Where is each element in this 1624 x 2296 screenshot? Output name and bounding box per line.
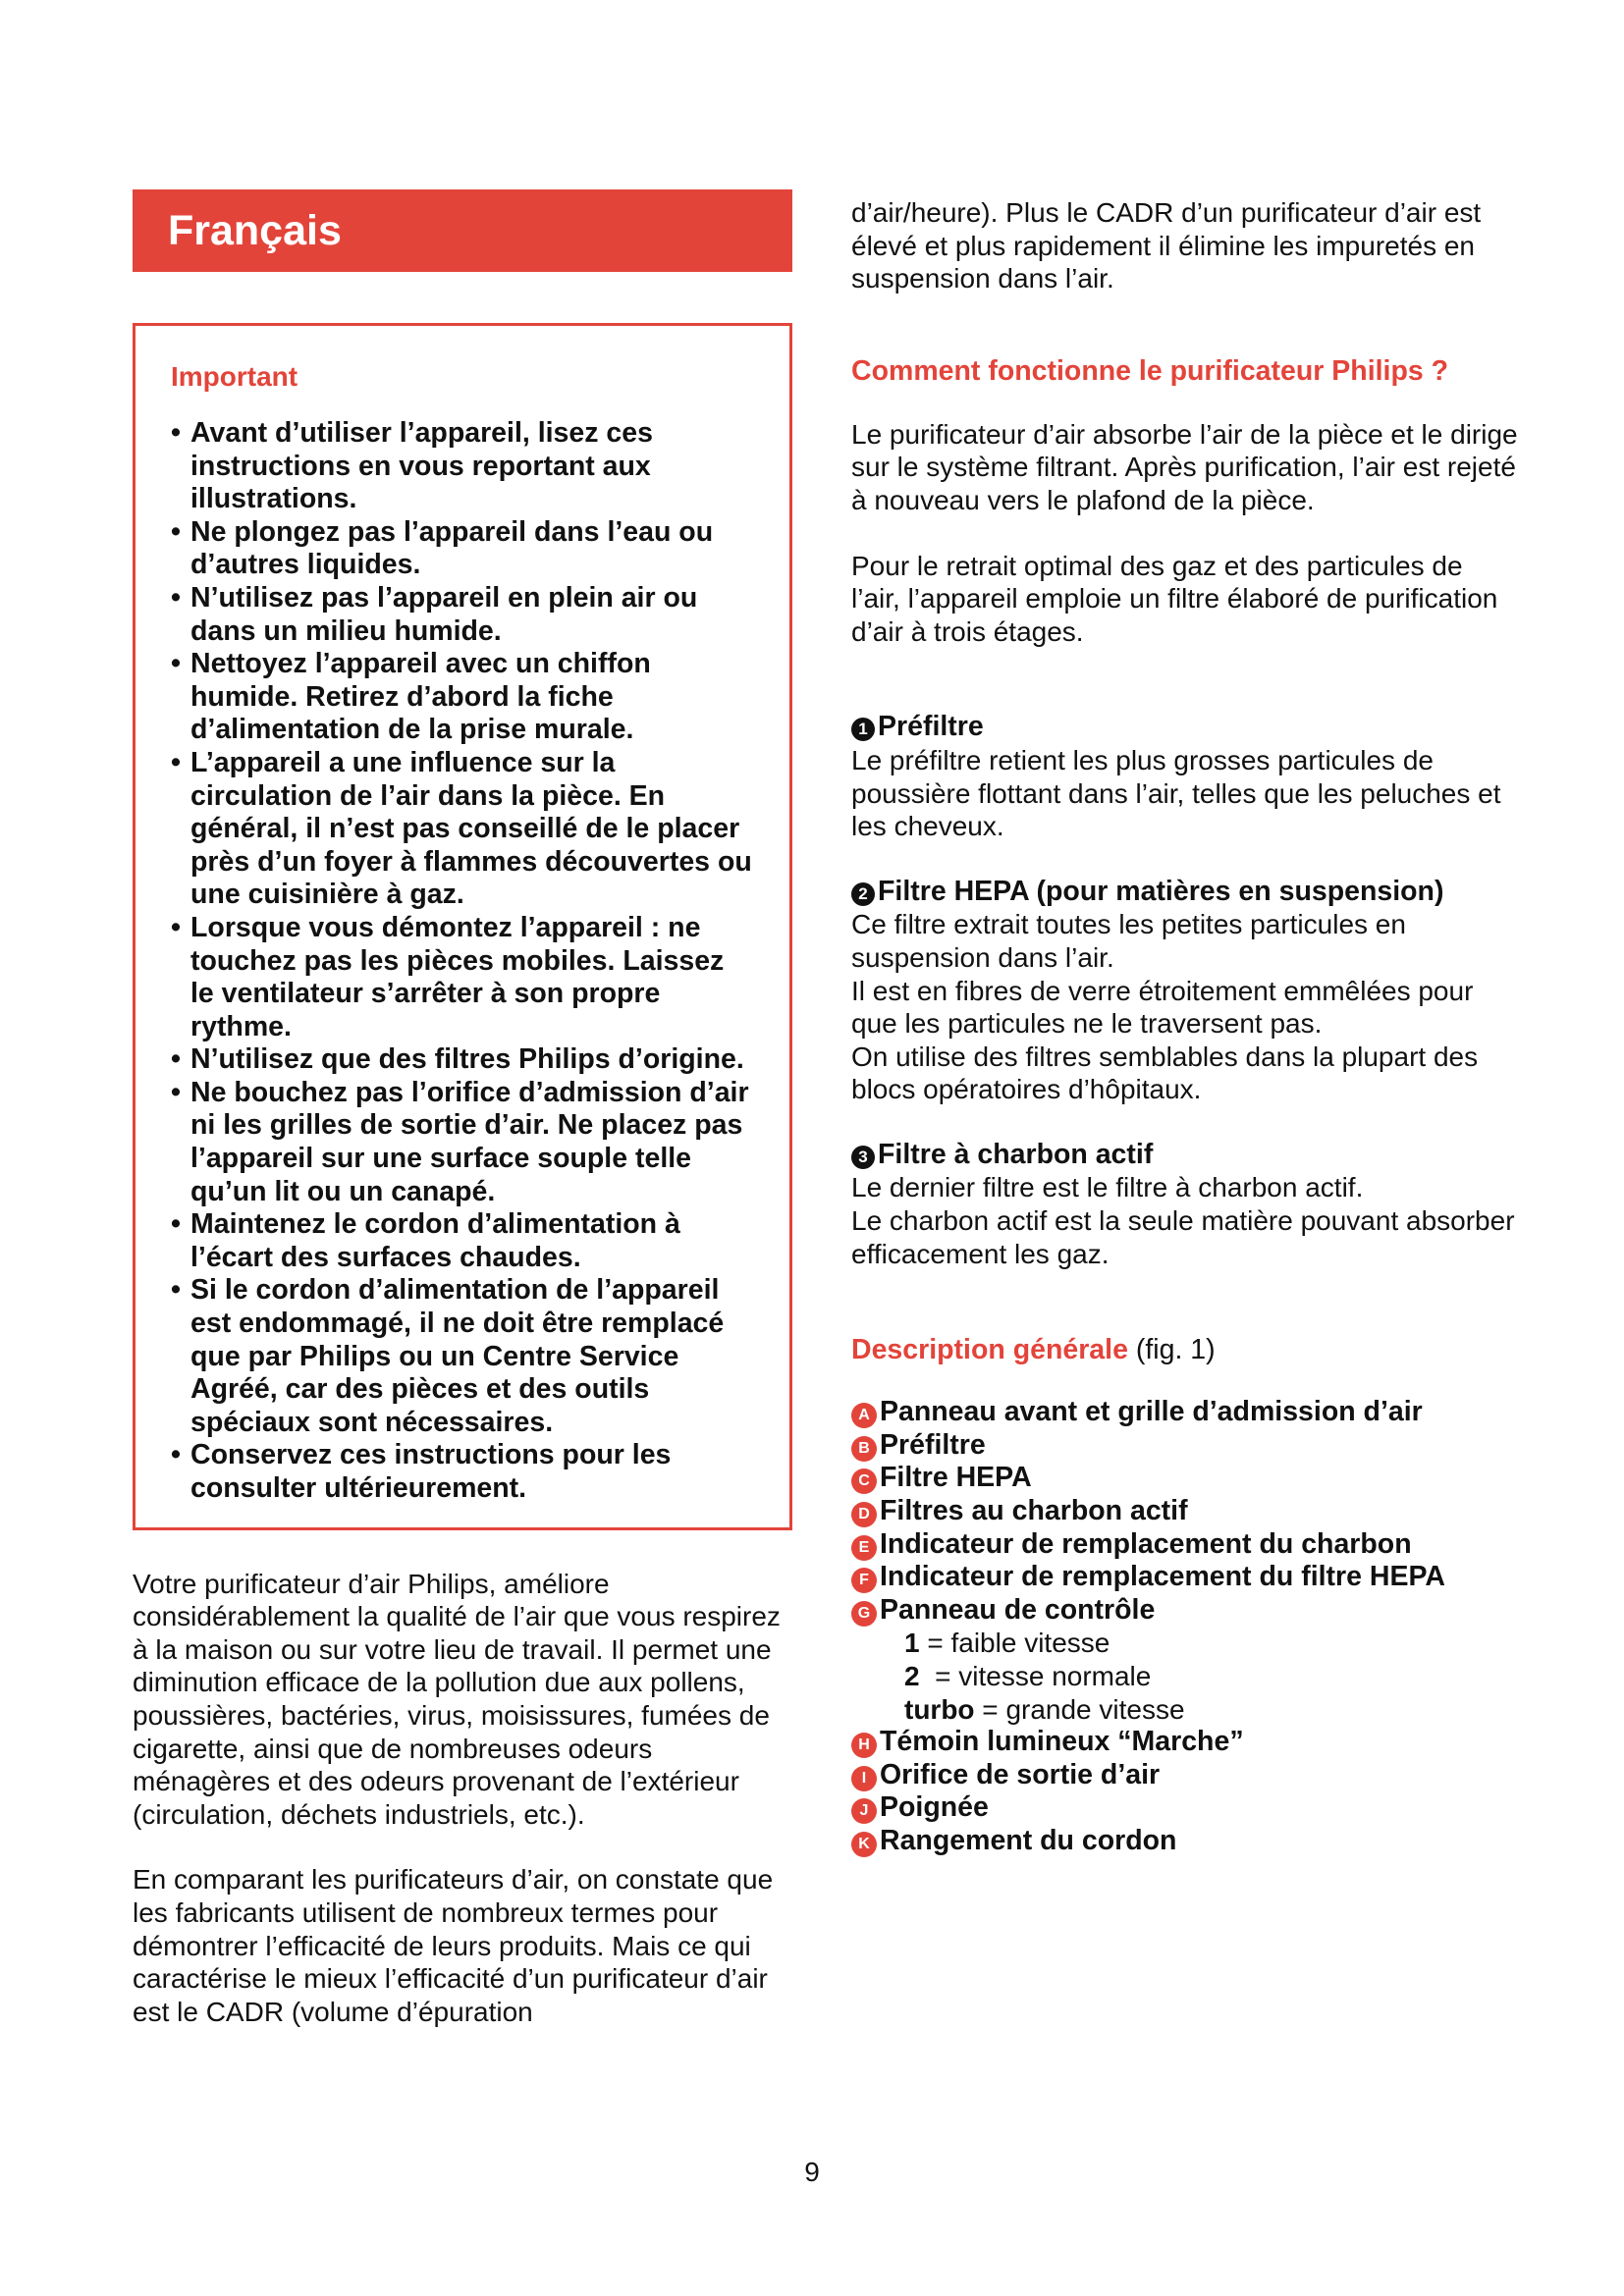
important-item: • Avant d’utiliser l’appareil, lisez ces instructions en vous reportant aux illustrations. <box>171 417 653 515</box>
important-item: • Conservez ces instructions pour les consulter ultérieurement. <box>171 1439 672 1504</box>
how-paragraph-1: Le purificateur d’air absorbe l’air de la pièce et le dirige sur le système filtrant. Après purification, l’air est rejeté à nouveau vers le plafond de la pièce. <box>851 418 1518 515</box>
letter-j-icon: J <box>851 1798 877 1824</box>
language-header <box>133 189 792 272</box>
left-column <box>133 189 792 2028</box>
letter-i-icon: I <box>851 1766 877 1791</box>
cadr-paragraph: En comparant les purificateurs d’air, on constate que les fabricants utilisent de nombreux termes pour démontrer l’efficacité de leurs produits. Mais ce qui caractérise le mieux l’efficacité d’un purificateur d’air est le CADR (volume d’épuration <box>133 1864 774 2027</box>
page-number: 9 <box>804 2157 820 2187</box>
letter-e-icon: E <box>851 1535 877 1561</box>
number-3-icon: 3 <box>851 1146 875 1169</box>
letter-d-icon: D <box>851 1502 877 1527</box>
letter-a-icon: A <box>851 1403 877 1428</box>
intro-paragraph: Votre purificateur d’air Philips, améliore considérablement la qualité de l’air que vous respirez à la maison ou sur votre lieu de travail. Il permet une diminution efficace de la pollution due aux pollens, poussières, bactéries, virus, moisissures, fumées de cigarette, ainsi que de nombreuses odeurs ménagères et des odeurs provenant de l’extérieur (circulation, déchets industriels, etc.). <box>133 1568 781 1830</box>
important-item: • L’appareil a une influence sur la circulation de l’air dans la pièce. En général, il n’est pas conseillé de le placer près d’un foyer à flammes découvertes ou une cuisinière à gaz. <box>171 746 752 911</box>
part-item: F Indicateur de remplacement du filtre HEPA <box>851 1561 1519 1594</box>
important-item: • N’utilisez pas l’appareil en plein air ou dans un milieu humide. <box>171 581 698 647</box>
letter-k-icon: K <box>851 1832 877 1857</box>
letter-h-icon: H <box>851 1733 877 1758</box>
letter-b-icon: B <box>851 1436 877 1462</box>
filter-prefilter: 1 Préfiltre Le préfiltre retient les plus grosses particules de poussière flottant dans l’air, telles que les peluches et les cheveux. <box>851 711 1501 842</box>
part-item: H Témoin lumineux “Marche” <box>851 1726 1519 1759</box>
letter-g-icon: G <box>851 1601 877 1627</box>
bullet: • <box>171 515 181 548</box>
bullet: • <box>171 1274 181 1307</box>
part-item: K Rangement du cordon <box>851 1825 1519 1858</box>
important-item: • Ne plongez pas l’appareil dans l’eau ou d’autres liquides. <box>171 515 714 581</box>
how-paragraph-2: Pour le retrait optimal des gaz et des particules de l’air, l’appareil emploie un filtre élaboré de purification d’air à trois étages. <box>851 550 1498 647</box>
letter-c-icon: C <box>851 1468 877 1494</box>
bullet: • <box>171 1043 181 1076</box>
bullet: • <box>171 746 181 778</box>
bullet: • <box>171 648 181 680</box>
bullet: • <box>171 911 181 943</box>
part-item: B Préfiltre <box>851 1429 1519 1463</box>
how-it-works-heading: Comment fonctionne le purificateur Philips ? <box>851 354 1449 387</box>
important-item: • N’utilisez que des filtres Philips d’origine. <box>171 1043 744 1076</box>
filter-hepa: 2 Filtre HEPA (pour matières en suspension) Ce filtre extrait toutes les petites particules en suspension dans l’air. Il est en fibres de verre étroitement emmêlées pour que les particules ne le traversent pas. On utilise des filtres semblables dans la plupart des blocs opératoires d’hôpitaux. <box>851 875 1479 1105</box>
important-title: Important <box>171 361 298 392</box>
letter-f-icon: F <box>851 1568 877 1593</box>
description-heading: Description générale (fig. 1) <box>851 1334 1216 1366</box>
bullet: • <box>171 1439 181 1471</box>
filter-carbon: 3 Filtre à charbon actif Le dernier filtre est le filtre à charbon actif. Le charbon actif est la seule matière pouvant absorber efficacement les gaz. <box>851 1138 1515 1269</box>
speed-item: 1 = faible vitesse <box>904 1628 1110 1659</box>
part-item: C Filtre HEPA <box>851 1462 1519 1495</box>
important-list <box>171 417 754 1506</box>
important-item: • Nettoyez l’appareil avec un chiffon humide. Retirez d’abord la fiche d’alimentation de la prise murale. <box>171 648 651 746</box>
important-item: • Si le cordon d’alimentation de l’appareil est endommagé, il ne doit être remplacé que par Philips ou un Centre Service Agréé, car des pièces et des outils spéciaux sont nécessaires. <box>171 1274 725 1438</box>
bullet: • <box>171 417 181 449</box>
important-box <box>133 323 792 1530</box>
parts-list <box>851 1396 1519 1857</box>
speed-item: turbo = grande vitesse <box>904 1693 1185 1725</box>
bullet: • <box>171 1076 181 1108</box>
part-item: J Poignée <box>851 1791 1519 1825</box>
bullet: • <box>171 1208 181 1241</box>
figure-reference: (fig. 1) <box>1135 1334 1216 1366</box>
part-item: A Panneau avant et grille d’admission d’air <box>851 1396 1519 1429</box>
bullet: • <box>171 581 181 614</box>
number-1-icon: 1 <box>851 718 875 741</box>
language-title: Français <box>168 207 342 254</box>
part-item: G Panneau de contrôle 1 = faible vitesse 2 = vitesse normale turbo = grande vitesse <box>851 1594 1519 1726</box>
speed-list <box>851 1627 1519 1726</box>
important-item: • Ne bouchez pas l’orifice d’admission d’air ni les grilles de sortie d’air. Ne placez pas l’appareil sur une surface souple telle qu’un lit ou un canapé. <box>171 1076 749 1207</box>
right-column <box>851 189 1519 1858</box>
part-item: D Filtres au charbon actif <box>851 1495 1519 1528</box>
part-item: I Orifice de sortie d’air <box>851 1759 1519 1792</box>
important-item: • Lorsque vous démontez l’appareil : ne touchez pas les pièces mobiles. Laissez le ventilateur s’arrêter à son propre rythme. <box>171 911 725 1042</box>
part-item: E Indicateur de remplacement du charbon <box>851 1528 1519 1562</box>
number-2-icon: 2 <box>851 882 875 906</box>
speed-item: 2 = vitesse normale <box>904 1661 1152 1691</box>
cadr-continuation: d’air/heure). Plus le CADR d’un purificateur d’air est élevé et plus rapidement il élimine les impuretés en suspension dans l’air. <box>851 197 1482 294</box>
important-item: • Maintenez le cordon d’alimentation à l’écart des surfaces chaudes. <box>171 1208 680 1273</box>
